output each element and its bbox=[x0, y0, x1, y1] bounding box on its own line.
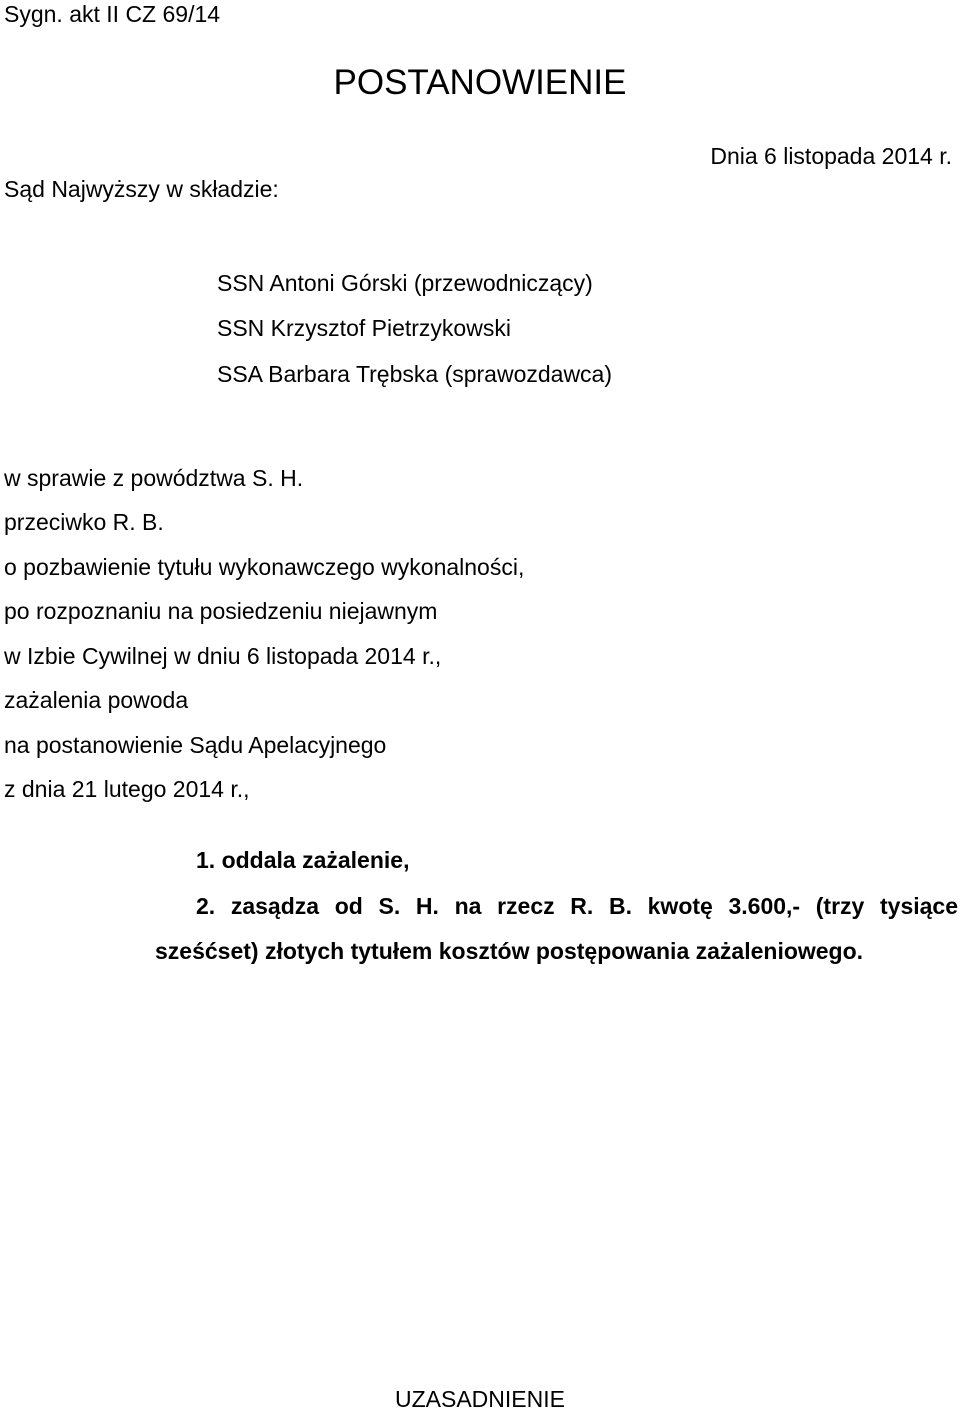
decision-item-2: 2. zasądza od S. H. na rzecz R. B. kwotę 3.600,- (trzy tysiące bbox=[196, 893, 958, 919]
case-line: przeciwko R. B. bbox=[4, 509, 164, 535]
judge-presiding: SSN Antoni Górski (przewodniczący) bbox=[217, 270, 593, 296]
case-line: na postanowienie Sądu Apelacyjnego bbox=[4, 732, 387, 758]
judge-member: SSN Krzysztof Pietrzykowski bbox=[217, 315, 511, 341]
decision-date: Dnia 6 listopada 2014 r. bbox=[710, 143, 952, 169]
judge-rapporteur: SSA Barbara Trębska (sprawozdawca) bbox=[217, 361, 613, 387]
court-composition-label: Sąd Najwyższy w składzie: bbox=[4, 176, 279, 202]
case-line: w sprawie z powództwa S. H. bbox=[4, 465, 304, 491]
decision-item-2-continuation: sześćset) złotych tytułem kosztów postępowania zażaleniowego. bbox=[155, 938, 864, 964]
document-title: POSTANOWIENIE bbox=[333, 63, 627, 102]
justification-heading: UZASADNIENIE bbox=[395, 1386, 565, 1412]
case-signature: Sygn. akt II CZ 69/14 bbox=[4, 1, 221, 27]
case-line: w Izbie Cywilnej w dniu 6 listopada 2014 r., bbox=[4, 643, 442, 669]
case-line: zażalenia powoda bbox=[4, 687, 189, 713]
case-line: o pozbawienie tytułu wykonawczego wykonalności, bbox=[4, 554, 525, 580]
case-line: z dnia 21 lutego 2014 r., bbox=[4, 776, 250, 802]
decision-item-1: 1. oddala zażalenie, bbox=[196, 847, 410, 873]
case-line: po rozpoznaniu na posiedzeniu niejawnym bbox=[4, 598, 438, 624]
